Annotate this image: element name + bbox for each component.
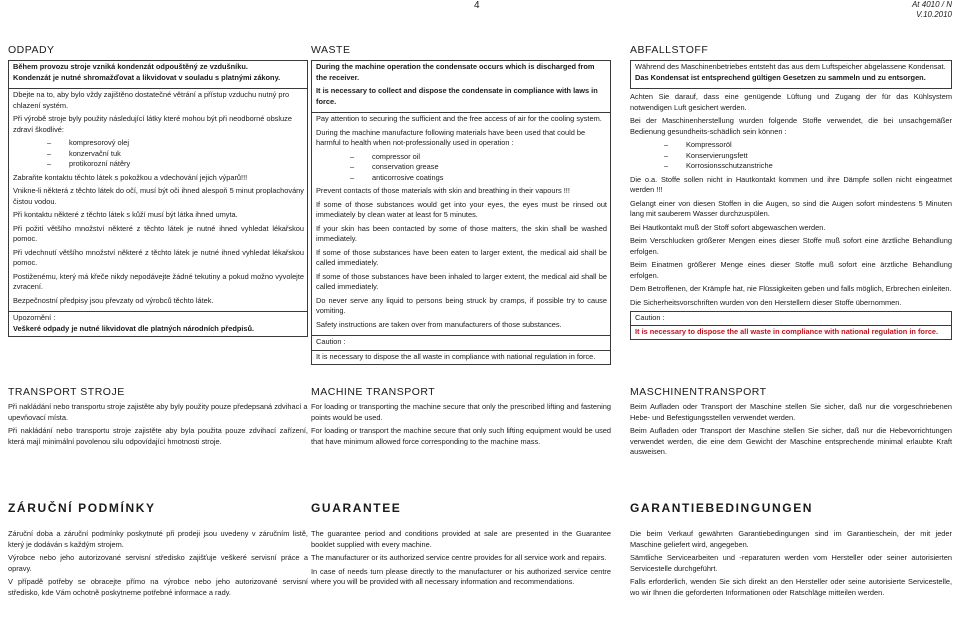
caution-text: It is necessary to dispose the all waste in compliance with national regulation in force. [635, 326, 939, 336]
safety-text: Dem Betroffenen, der Krämpfe hat, nie Flüssigkeiten geben und falls möglich, Erbrechen einleiten. [630, 284, 952, 294]
ventilation-text: Dbejte na to, aby bylo vždy zajištěno dostatečné větrání a přístup vzduchu nutný pro chlazení systém. [13, 90, 290, 110]
section-heading: GARANTIEBEDINGUNGEN [630, 501, 814, 515]
transport-section-cz [8, 386, 308, 450]
document-code: At 4010 / N [911, 0, 952, 9]
list-item: – kompresorový olej [13, 138, 304, 149]
safety-text: If some of those substances would get into your eyes, the eyes must be rinsed out immediately by clean water at least for 5 minutes. [316, 199, 607, 220]
caution-box-de [630, 311, 952, 340]
transport-section-en [311, 386, 611, 450]
materials-intro: During the machine manufacture following materials have been used that could be harmful to health when not-professionally used in operation : [316, 127, 586, 148]
list-item: – anticorrosive coatings [316, 173, 607, 184]
caution-label: Caution : [316, 337, 346, 347]
transport-text: Beim Aufladen oder Transport der Maschine stellen Sie sicher, daß nur die Hebevorrichtungen verwendet werden, die eine dem Gewicht der Maschine entsprechende minimal erlaubte Kraft ausweisen. [630, 426, 952, 457]
list-item: – protikorozní nátěry [13, 159, 304, 170]
page-number: 4 [474, 0, 480, 11]
condensate-disposal-notice: It is necessary to collect and dispose the condensate in compliance with laws in force. [316, 86, 598, 106]
safety-text: If some of those substances have been inhaled to larger extent, the medical aid shall be called immediately. [316, 271, 607, 292]
list-item: – konzervační tuk [13, 149, 304, 160]
condensate-disposal-notice: Kondenzát je nutné shromažďovat a likvidovat v souladu s platnými zákony. [13, 72, 281, 82]
guarantee-section-de [630, 502, 952, 601]
guarantee-section-cz [8, 502, 308, 601]
waste-box-cz [8, 60, 308, 337]
safety-text: Prevent contacts of those materials with skin and breathing in their vapours !!! [316, 186, 570, 196]
ventilation-text: Pay attention to securing the sufficient and the free access of air for the cooling system. [316, 114, 602, 124]
waste-section-de [630, 44, 952, 340]
waste-section-en [311, 44, 611, 365]
guarantee-text: Falls erforderlich, wenden Sie sich direkt an den Hersteller oder seine autorisierte Servicestelle, wo wir Ihnen die geforderten Informationen oder Ratschläge mitteilen werden. [630, 577, 952, 597]
list-item: – Konservierungsfett [630, 151, 952, 162]
safety-text: Zabraňte kontaktu těchto látek s pokožkou a vdechování jejich výparů!!! [13, 172, 248, 182]
transport-text: For loading or transporting the machine secure that only the prescribed lifting and fastening points would be used. [311, 402, 611, 422]
list-item: – conservation grease [316, 162, 607, 173]
section-heading: MACHINE TRANSPORT [311, 386, 436, 398]
guarantee-text: Záruční doba a záruční podmínky poskytnuté při prodeji jsou uvedeny v záručním listě, který je dodáván s každým strojem. [8, 529, 308, 549]
section-heading: ZÁRUČNÍ PODMÍNKY [8, 501, 156, 515]
condensate-notice: Během provozu stroje vzniká kondenzát odpouštěný ze vzdušníku. [13, 62, 248, 71]
waste-box-de [630, 60, 952, 89]
caution-text: Veškeré odpady je nutné likvidovat dle platných národních předpisů. [13, 323, 255, 333]
safety-text: Do never serve any liquid to persons being struck by cramps, if possible try to cause vomiting. [316, 295, 607, 316]
list-item: – Korrosionsschutzanstriche [630, 161, 952, 172]
safety-text: Die Sicherheitsvorschriften wurden von den Herstellern dieser Stoffe übernommen. [630, 297, 902, 307]
safety-text: Při požití většího množství některé z těchto látek je nutné ihned vyhledat lékařskou pomoc. [13, 223, 304, 244]
guarantee-text: Sämtliche Servicearbeiten und -reparaturen werden vom Hersteller oder seiner autorisierten Servicestelle durchgeführt. [630, 553, 952, 573]
safety-text: Safety instructions are taken over from manufacturers of those substances. [316, 319, 562, 329]
materials-intro: Bei der Maschinenherstellung wurden folgende Stoffe verwendet, die bei unsachgemäßer Bedienung gesundheits-schädlich sein können : [630, 116, 952, 136]
safety-text: Bei Hautkontakt muß der Stoff sofort abgewaschen werden. [630, 222, 826, 232]
transport-text: Beim Aufladen oder Transport der Maschine stellen Sie sicher, daß nur die vorgeschriebenen Hebe- und Befestigungsstellen verwendet werden. [630, 402, 952, 422]
document-reference [912, 0, 952, 20]
condensate-disposal-notice: Das Kondensat ist entsprechend gültigen Gesetzen zu sammeln und zu entsorgen. [635, 72, 926, 82]
guarantee-text: The guarantee period and conditions provided at sale are presented in the Guarantee booklet supplied with every machine. [311, 529, 611, 549]
guarantee-text: In case of needs turn please directly to the manufacturer or his authorized service centre where you will be provided with all necessary information and recommendations. [311, 566, 611, 587]
list-item: – compressor oil [316, 152, 607, 163]
safety-text: Bezpečnostní předpisy jsou převzaty od výrobců těchto látek. [13, 295, 214, 305]
section-heading: WASTE [311, 44, 351, 56]
guarantee-text: Die beim Verkauf gewährten Garantiebedingungen sind im Garantieschein, der mit jeder Maschine geliefert wird, angegeben. [630, 529, 952, 549]
list-item: – Kompressoröl [630, 140, 952, 151]
safety-text: Při vdechnutí většího množství některé z těchto látek je nutné ihned vyhledat lékařskou pomoc. [13, 247, 304, 268]
safety-text: Die o.a. Stoffe sollen nicht in Hautkontakt kommen und ihre Dämpfe sollen nicht eingeatmet werden !!! [630, 174, 952, 195]
transport-text: Při nakládání nebo transportu stroje zajistěte aby byly použity pouze předepsaná zdvihací a upevňovací místa. [8, 402, 308, 422]
safety-text: Vnikne-li některá z těchto látek do očí, musí být oči ihned alespoň 5 minut proplachovány čistou vodou. [13, 186, 304, 206]
safety-text: Při kontaktu některé z těchto látek s kůží musí být látka ihned umyta. [13, 210, 238, 220]
safety-text: If some of those substances have been eaten to larger extent, the medical aid shall be called immediately. [316, 247, 607, 268]
guarantee-text: Výrobce nebo jeho autorizované servisní středisko zajišťuje veškeré servisní práce a opravy. [8, 553, 308, 573]
safety-text: If your skin has been contacted by some of those matters, the skin shall be washed immediately. [316, 223, 607, 244]
transport-text: For loading or transport the machine secure that only such lifting equipment would be used that have minimum allowed force corresponding to the machine mass. [311, 426, 611, 446]
guarantee-text: V případě potřeby se obracejte přímo na výrobce nebo jeho autorizované servisní středisko, kde Vám ochotně poskytneme potřebné informace a rady. [8, 577, 308, 597]
safety-text: Beim Einatmen größerer Menge eines dieser Stoffe muß sofort eine ärztliche Behandlung erfolgen. [630, 260, 952, 280]
section-heading: MASCHINENTRANSPORT [630, 386, 767, 398]
safety-text: Beim Verschlucken größerer Mengen eines dieser Stoffe muß sofort eine ärztliche Behandlung erfolgen. [630, 236, 952, 256]
caution-label: Upozornění : [13, 313, 56, 323]
guarantee-section-en [311, 502, 611, 591]
transport-section-de [630, 386, 952, 461]
caution-text: It is necessary to dispose the all waste in compliance with national regulation in force. [316, 351, 596, 361]
materials-list [630, 140, 952, 172]
condensate-notice: Während des Maschinenbetriebes entsteht das aus dem Luftspeicher abgelassene Kondensat. [635, 62, 946, 71]
waste-box-en [311, 60, 611, 365]
section-heading: GUARANTEE [311, 501, 402, 515]
materials-list [316, 152, 607, 184]
transport-text: Při nakládání nebo transportu stroje zajistěte aby byla použita pouze zdvihací zařízení, která mají minimální povolenou silu odpovídající hmotnosti stroje. [8, 426, 308, 446]
safety-text: Postiženému, který má křeče nikdy nepodávejte žádné tekutiny a pokud možno vyvolejte zvracení. [13, 271, 304, 292]
condensate-notice: During the machine operation the condensate occurs which is discharged from the receiver. [316, 62, 595, 82]
ventilation-text: Achten Sie darauf, dass eine genügende Lüftung und Zugang der für das Kühlsystem notwendigen Luft gesichert werden. [630, 92, 952, 112]
materials-list [13, 138, 304, 170]
section-heading: ABFALLSTOFF [630, 44, 709, 56]
waste-section-cz [8, 44, 308, 337]
guarantee-text: The manufacturer or its authorized service centre provides for all service work and repairs. [311, 553, 607, 563]
caution-label: Caution : [631, 312, 951, 326]
materials-intro: Při výrobě stroje byly použity následující látky které mohou být při neodborné obsluze zdraví škodlivé: [13, 114, 292, 134]
section-heading: TRANSPORT STROJE [8, 386, 125, 398]
section-heading: ODPADY [8, 44, 55, 56]
document-version: V.10.2010 [916, 10, 952, 19]
safety-text: Gelangt einer von diesen Stoffen in die Augen, so sind die Augen sofort mindestens 5 Minuten lang mit sauberem Wasser durchzuspülen. [630, 198, 952, 219]
